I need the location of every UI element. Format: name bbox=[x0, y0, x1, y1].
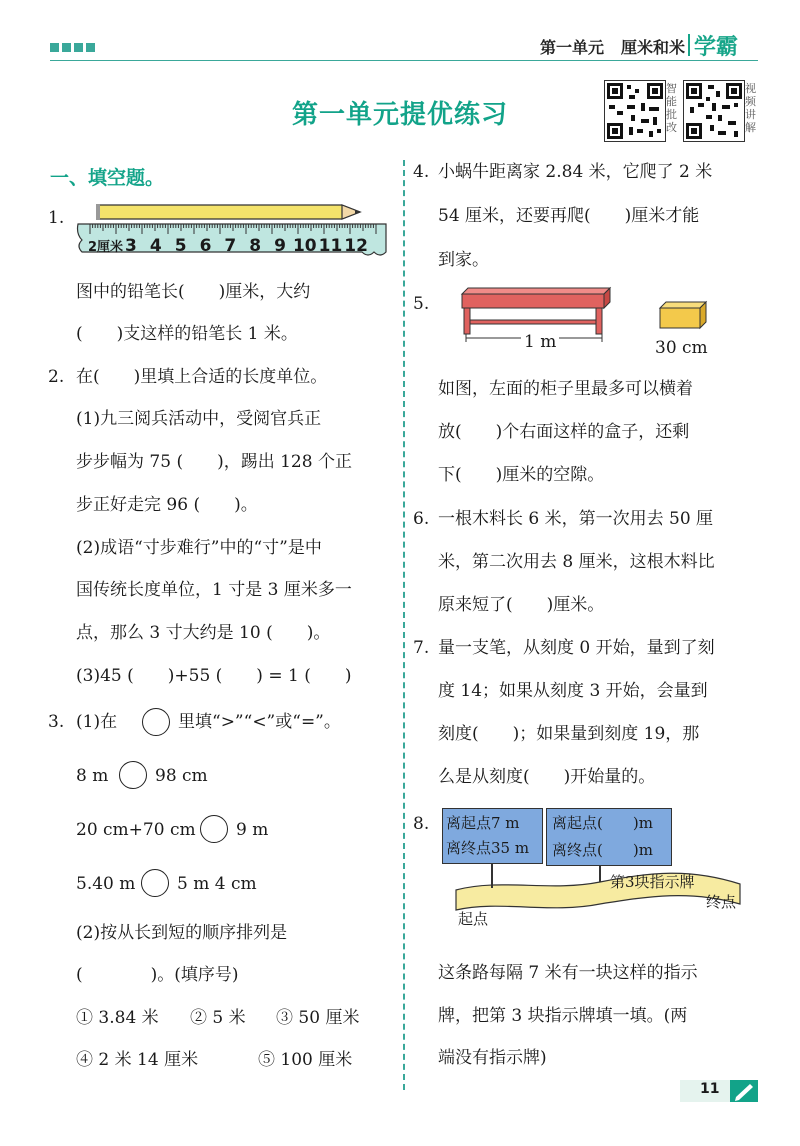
q3-c2-right: 9 m bbox=[236, 820, 269, 840]
cabinet-length-label: 1 m bbox=[521, 330, 559, 354]
ruler-tick-label: 6 bbox=[199, 236, 212, 256]
q4-line1: 小蜗牛距离家 2.84 米，它爬了 2 米 bbox=[438, 162, 713, 182]
ruler-tick-label: 4 bbox=[149, 236, 162, 256]
q7-number: 7. bbox=[413, 638, 430, 658]
q3-option-5: ⑤ 100 厘米 bbox=[258, 1050, 353, 1070]
qr-label-video: 视频讲解 bbox=[745, 82, 756, 134]
header-unit: 第一单元 bbox=[540, 38, 605, 57]
q2-p2a: (2)成语“寸步难行”中的“寸”是中 bbox=[76, 538, 322, 558]
qr-code-grading[interactable] bbox=[604, 80, 666, 142]
q6-line3: 原来短了( )厘米。 bbox=[438, 595, 605, 615]
ruler-tick-labels bbox=[88, 236, 368, 256]
sign3-caption: 第3块指示牌 bbox=[610, 873, 695, 891]
q4-line3: 到家。 bbox=[438, 250, 489, 270]
q5-line3: 下( )厘米的空隙。 bbox=[438, 465, 605, 485]
pencil-icon bbox=[730, 1080, 758, 1102]
q7-line4: 么是从刻度( )开始量的。 bbox=[438, 767, 656, 787]
q3-c1-right: 98 cm bbox=[155, 766, 208, 786]
q3-c3-left: 5.40 m bbox=[76, 874, 136, 894]
q6-line1: 一根木料长 6 米，第一次用去 50 厘 bbox=[438, 509, 714, 529]
q3-option-2: ② 5 米 bbox=[190, 1008, 246, 1028]
box-length-label: 30 cm bbox=[655, 338, 708, 358]
q2-line1: 在( )里填上合适的长度单位。 bbox=[76, 367, 328, 387]
sign1-start-distance: 离起点7 m bbox=[446, 814, 520, 832]
q6-number: 6. bbox=[413, 509, 430, 529]
header-decoration bbox=[62, 43, 71, 52]
q7-line3: 刻度( )；如果量到刻度 19，那 bbox=[438, 724, 700, 744]
q3-c3-right: 5 m 4 cm bbox=[177, 874, 257, 894]
q3-option-1: ① 3.84 米 bbox=[76, 1008, 159, 1028]
start-point-label: 起点 bbox=[458, 910, 489, 928]
ruler-tick-label: 10 bbox=[292, 236, 317, 256]
q3-c2-left: 20 cm+70 cm bbox=[76, 820, 196, 840]
ruler-tick-label: 3 bbox=[125, 236, 137, 256]
ruler-tick-label: 9 bbox=[274, 236, 286, 256]
ruler-tick-label: 7 bbox=[224, 236, 237, 256]
sign3-end-distance: 离终点( )m bbox=[552, 841, 653, 859]
q2-p1a: (1)九三阅兵活动中，受阅官兵正 bbox=[76, 409, 322, 429]
q4-line2: 54 厘米，还要再爬( )厘米才能 bbox=[438, 206, 700, 226]
header-separator bbox=[688, 34, 690, 56]
header-decoration bbox=[50, 43, 59, 52]
q3-p1-post: 里填“>”“<”或“=”。 bbox=[178, 712, 341, 732]
brand-logo: 学霸 bbox=[694, 35, 739, 60]
ruler-tick-label: 11 bbox=[318, 236, 343, 256]
q3-option-3: ③ 50 厘米 bbox=[276, 1008, 360, 1028]
qr-code-video[interactable] bbox=[683, 80, 745, 142]
q8-line1: 这条路每隔 7 米有一块这样的指示 bbox=[438, 963, 698, 983]
column-divider bbox=[403, 160, 405, 1090]
compare-circle[interactable] bbox=[141, 869, 169, 897]
q2-p2c: 点，那么 3 寸大约是 10 ( )。 bbox=[76, 623, 331, 643]
qr-label-grading: 智能批改 bbox=[666, 82, 677, 134]
ruler-tick-label: 8 bbox=[249, 236, 262, 256]
q2-p2b: 国传统长度单位，1 寸是 3 厘米多一 bbox=[76, 580, 352, 600]
ruler-tick-label: 12 bbox=[344, 236, 368, 256]
q2-number: 2. bbox=[48, 367, 65, 387]
header-decoration bbox=[74, 43, 83, 52]
q2-p3: (3)45 ( )+55 ( ) = 1 ( ) bbox=[76, 666, 352, 686]
header-decoration bbox=[86, 43, 95, 52]
header-rule bbox=[50, 60, 758, 61]
q1-number: 1. bbox=[48, 208, 65, 228]
q1-line2: ( )支这样的铅笔长 1 米。 bbox=[76, 324, 298, 344]
q3-p2b: ( )。(填序号) bbox=[76, 965, 239, 985]
q7-line2: 度 14；如果从刻度 3 开始，会量到 bbox=[438, 681, 708, 701]
q4-number: 4. bbox=[413, 162, 430, 182]
q3-p1-pre: (1)在 bbox=[76, 712, 118, 732]
q8-line2: 牌，把第 3 块指示牌填一填。(两 bbox=[438, 1006, 688, 1026]
section-heading: 一、填空题。 bbox=[50, 167, 165, 189]
end-point-label: 终点 bbox=[706, 893, 737, 911]
q5-line1: 如图，左面的柜子里最多可以横着 bbox=[438, 379, 693, 399]
page-number: 11 bbox=[700, 1081, 720, 1097]
q7-line1: 量一支笔，从刻度 0 开始，量到了刻 bbox=[438, 638, 715, 658]
page-title: 第一单元提优练习 bbox=[291, 100, 508, 130]
compare-circle bbox=[142, 708, 170, 736]
q1-line1: 图中的铅笔长( )厘米，大约 bbox=[76, 282, 311, 302]
q8-line3: 端没有指示牌) bbox=[438, 1048, 547, 1068]
q8-number: 8. bbox=[413, 814, 430, 834]
ruler-tick-label: 2厘米 bbox=[88, 240, 124, 255]
sign3-start-distance: 离起点( )m bbox=[552, 814, 653, 832]
header-topic: 厘米和米 bbox=[621, 38, 686, 57]
q5-number: 5. bbox=[413, 294, 430, 314]
q2-p1c: 步正好走完 96 ( )。 bbox=[76, 495, 258, 515]
q2-p1b: 步步幅为 75 ( )，踢出 128 个正 bbox=[76, 452, 352, 472]
q3-c1-left: 8 m bbox=[76, 766, 109, 786]
q6-line2: 米，第二次用去 8 厘米，这根木料比 bbox=[438, 552, 715, 572]
q3-number: 3. bbox=[48, 712, 65, 732]
q3-option-4: ④ 2 米 14 厘米 bbox=[76, 1050, 199, 1070]
q5-line2: 放( )个右面这样的盒子，还剩 bbox=[438, 422, 690, 442]
compare-circle[interactable] bbox=[200, 815, 228, 843]
ruler-tick-label: 5 bbox=[174, 236, 187, 256]
q3-p2a: (2)按从长到短的顺序排列是 bbox=[76, 923, 288, 943]
sign1-end-distance: 离终点35 m bbox=[446, 839, 530, 857]
compare-circle[interactable] bbox=[119, 761, 147, 789]
